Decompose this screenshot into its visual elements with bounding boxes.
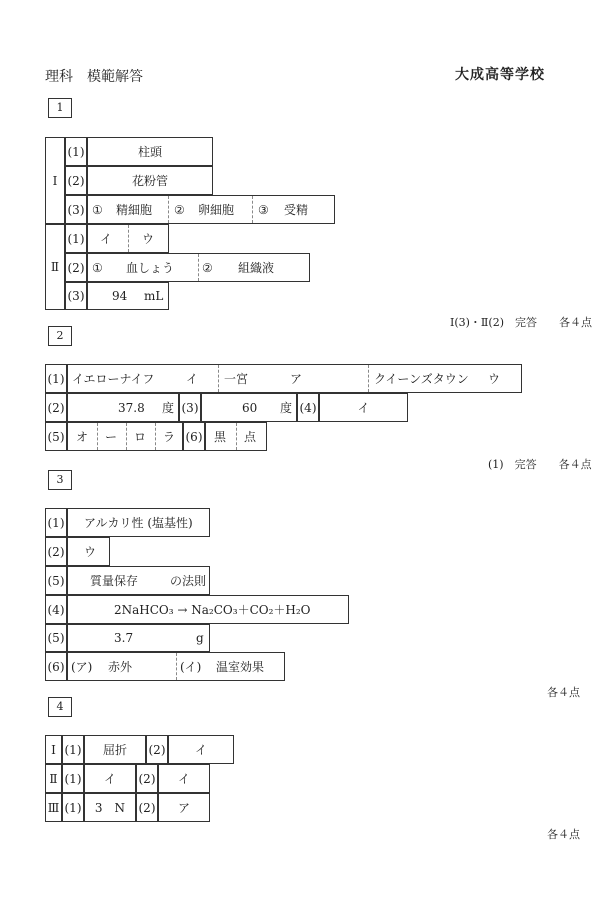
q1-scoring-note: Ⅰ(3)・Ⅱ(2) 完答 各４点 — [450, 316, 592, 329]
q2-scoring-note: (1) 完答 各４点 — [488, 458, 592, 471]
q1-row1-num: (1) — [65, 137, 87, 166]
q3-row1-num: (1) — [45, 508, 67, 537]
page-title: 理科 模範解答 — [45, 69, 143, 85]
q3-row5-num: (5) — [45, 624, 67, 652]
q4-part2-label: Ⅱ — [45, 764, 62, 793]
q4-part1-answer2: イ — [168, 735, 234, 764]
q3-row6-num: (6) — [45, 652, 67, 681]
q3-row6-answer: (ア) 赤外 (イ) 温室効果 — [67, 652, 285, 681]
q3-row1-answer: アルカリ性 (塩基性) — [67, 508, 210, 537]
question-number-1: 1 — [48, 98, 72, 118]
q4-part2-num2: (2) — [136, 764, 158, 793]
q4-part3-answer2: ア — [158, 793, 210, 822]
q3-row2-num: (2) — [45, 537, 67, 566]
q1-row1-answer: 柱頭 — [87, 137, 213, 166]
q1-ii-row3-answer: 94 mL — [87, 282, 169, 310]
q2-row3-num: (3) — [179, 393, 201, 422]
q1-row2-num: (2) — [65, 166, 87, 195]
q4-part3-num2: (2) — [136, 793, 158, 822]
q1-row2-answer: 花粉管 — [87, 166, 213, 195]
part-label-2: Ⅱ — [45, 224, 65, 310]
q2-row2-num: (2) — [45, 393, 67, 422]
q2-row5-answer: オ ー ロ ラ — [67, 422, 183, 451]
q2-row2-answer: 37.8 度 — [67, 393, 179, 422]
q2-row1-num: (1) — [45, 364, 67, 393]
q4-part3-num1: (1) — [62, 793, 84, 822]
q1-row3-num: (3) — [65, 195, 87, 224]
school-name: 大成高等学校 — [455, 67, 545, 83]
q4-part2-answer2: イ — [158, 764, 210, 793]
q1-ii-row3-num: (3) — [65, 282, 87, 310]
q1-ii-row2-num: (2) — [65, 253, 87, 282]
q3-row2-answer: ウ — [67, 537, 110, 566]
q3-row4-answer: 2NaHCO₃ → Na₂CO₃＋CO₂＋H₂O — [67, 595, 349, 624]
part-label-1: Ⅰ — [45, 137, 65, 224]
q3-row3-answer: 質量保存 の法則 — [67, 566, 210, 595]
q4-part3-answer1: 3 N — [84, 793, 136, 822]
question-number-4: 4 — [48, 697, 72, 717]
q3-scoring-note: 各４点 — [547, 686, 580, 699]
q2-row6-answer: 黒 点 — [205, 422, 267, 451]
q1-ii-row2-answer: ① 血しょう ② 組織液 — [87, 253, 310, 282]
q3-row4-num: (4) — [45, 595, 67, 624]
q1-ii-row1-num: (1) — [65, 224, 87, 253]
q4-part3-label: Ⅲ — [45, 793, 62, 822]
question-number-2: 2 — [48, 326, 72, 346]
q4-scoring-note: 各４点 — [547, 828, 580, 841]
q4-part2-answer1: イ — [84, 764, 136, 793]
q4-part1-answer1: 屈折 — [84, 735, 146, 764]
q4-part2-num1: (1) — [62, 764, 84, 793]
q1-row3-answer: ① 精細胞 ② 卵細胞 ③ 受精 — [87, 195, 335, 224]
q2-row4-answer: イ — [319, 393, 408, 422]
q2-row1-answer: イエローナイフ イ 一宮 ア クイーンズタウン ウ — [67, 364, 522, 393]
q1-ii-row1-answer: イ ウ — [87, 224, 169, 253]
q2-row3-answer: 60 度 — [201, 393, 297, 422]
q3-row3-num: (5) — [45, 566, 67, 595]
question-number-3: 3 — [48, 470, 72, 490]
q4-part1-num2: (2) — [146, 735, 168, 764]
q3-row5-answer: 3.7 g — [67, 624, 210, 652]
q4-part1-num1: (1) — [62, 735, 84, 764]
q4-part1-label: Ⅰ — [45, 735, 62, 764]
q2-row4-num: (4) — [297, 393, 319, 422]
q2-row6-num: (6) — [183, 422, 205, 451]
q2-row5-num: (5) — [45, 422, 67, 451]
